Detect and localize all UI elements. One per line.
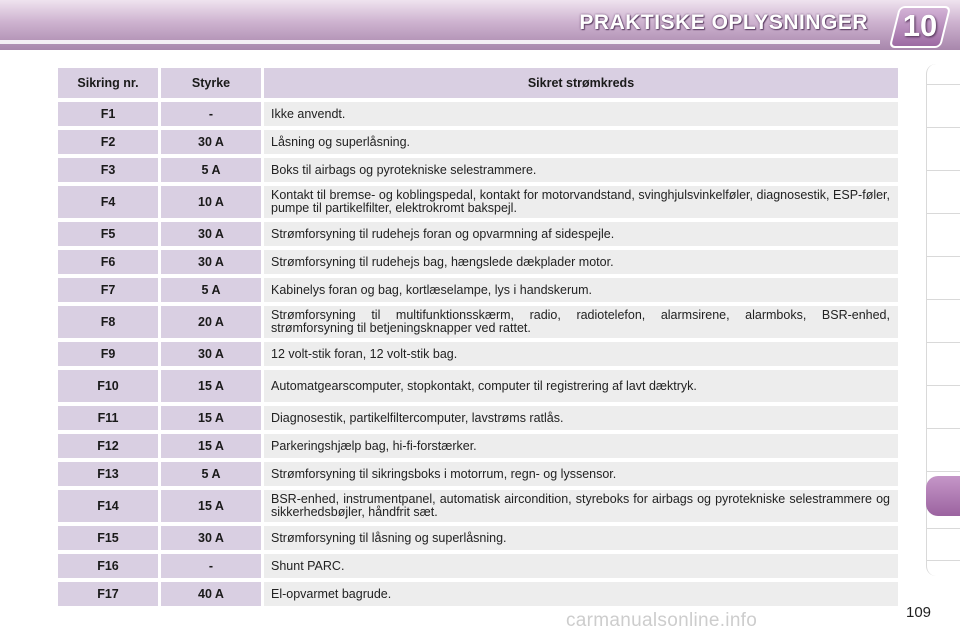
fuse-circuit: 12 volt-stik foran, 12 volt-stik bag.	[264, 342, 898, 366]
column-header-rating: Styrke	[161, 68, 261, 98]
chapter-tab-divider	[927, 84, 960, 85]
chapter-tab-divider	[927, 170, 960, 171]
fuse-number: F15	[58, 526, 158, 550]
fuse-rating: 30 A	[161, 526, 261, 550]
fuse-number: F9	[58, 342, 158, 366]
chapter-tab-divider	[927, 528, 960, 529]
fuse-rating: 30 A	[161, 342, 261, 366]
table-row	[58, 306, 898, 338]
table-row	[58, 370, 898, 402]
fuse-number: F16	[58, 554, 158, 578]
fuse-rating: 5 A	[161, 278, 261, 302]
fuse-rating: -	[161, 102, 261, 126]
chapter-tab-divider	[927, 385, 960, 386]
table-row	[58, 342, 898, 366]
chapter-tab-divider	[927, 471, 960, 472]
fuse-rating: 30 A	[161, 250, 261, 274]
table-row	[58, 406, 898, 430]
fuse-rating: 30 A	[161, 130, 261, 154]
chapter-tab-active[interactable]	[926, 476, 960, 516]
column-header-circuit: Sikret strømkreds	[264, 68, 898, 98]
fuse-circuit: Strømforsyning til rudehejs bag, hængslede dækplader motor.	[264, 250, 898, 274]
table-row	[58, 490, 898, 522]
fuse-circuit: Parkeringshjælp bag, hi-fi-forstærker.	[264, 434, 898, 458]
chapter-tab-divider	[927, 256, 960, 257]
fuse-number: F6	[58, 250, 158, 274]
chapter-tab-divider	[927, 299, 960, 300]
fuse-number: F17	[58, 582, 158, 606]
header-stripe	[0, 40, 880, 44]
table-row	[58, 130, 898, 154]
column-header-fuse-number: Sikring nr.	[58, 68, 158, 98]
table-row	[58, 222, 898, 246]
fuse-rating: 30 A	[161, 222, 261, 246]
fuse-rating: -	[161, 554, 261, 578]
fuse-circuit: Diagnosestik, partikelfiltercomputer, lavstrøms ratlås.	[264, 406, 898, 430]
fuse-number: F7	[58, 278, 158, 302]
chapter-tab-divider	[927, 127, 960, 128]
fuse-table	[55, 64, 901, 610]
table-row	[58, 462, 898, 486]
table-row	[58, 526, 898, 550]
table-row	[58, 554, 898, 578]
fuse-circuit: Boks til airbags og pyrotekniske selestrammere.	[264, 158, 898, 182]
table-row	[58, 278, 898, 302]
page-number: 109	[906, 604, 932, 621]
fuse-circuit: BSR-enhed, instrumentpanel, automatisk aircondition, styreboks for airbags og pyrotekniske selestrammere og sikkerhedsbøjler, håndfrit sæt.	[264, 490, 898, 522]
fuse-number: F4	[58, 186, 158, 218]
table-row	[58, 186, 898, 218]
page-title: PRAKTISKE OPLYSNINGER	[579, 11, 868, 34]
fuse-rating: 15 A	[161, 434, 261, 458]
fuse-circuit: Strømforsyning til multifunktionsskærm, radio, radiotelefon, alarmsirene, alarmboks, BSR-enhed, strømforsyning til betjeningsknapper ved rattet.	[264, 306, 898, 338]
fuse-number: F5	[58, 222, 158, 246]
fuse-circuit: Automatgearscomputer, stopkontakt, computer til registrering af lavt dæktryk.	[264, 370, 898, 402]
fuse-rating: 10 A	[161, 186, 261, 218]
fuse-circuit: Strømforsyning til rudehejs foran og opvarmning af sidespejle.	[264, 222, 898, 246]
table-row	[58, 582, 898, 606]
fuse-number: F2	[58, 130, 158, 154]
fuse-number: F3	[58, 158, 158, 182]
fuse-number: F12	[58, 434, 158, 458]
table-row	[58, 102, 898, 126]
fuse-number: F8	[58, 306, 158, 338]
table-header-row	[58, 68, 898, 98]
fuse-circuit: Strømforsyning til sikringsboks i motorrum, regn- og lyssensor.	[264, 462, 898, 486]
chapter-number: 10	[902, 8, 938, 43]
fuse-rating: 15 A	[161, 490, 261, 522]
chapter-tab-divider	[927, 213, 960, 214]
fuse-circuit: Kabinelys foran og bag, kortlæselampe, lys i handskerum.	[264, 278, 898, 302]
fuse-circuit: Shunt PARC.	[264, 554, 898, 578]
table-row	[58, 434, 898, 458]
chapter-tab-divider	[927, 342, 960, 343]
fuse-circuit: El-opvarmet bagrude.	[264, 582, 898, 606]
fuse-number: F1	[58, 102, 158, 126]
chapter-tab-divider	[927, 560, 960, 561]
fuse-rating: 5 A	[161, 462, 261, 486]
table-row	[58, 250, 898, 274]
fuse-number: F13	[58, 462, 158, 486]
fuse-number: F10	[58, 370, 158, 402]
fuse-number: F14	[58, 490, 158, 522]
fuse-number: F11	[58, 406, 158, 430]
fuse-circuit: Ikke anvendt.	[264, 102, 898, 126]
page-header	[0, 0, 960, 50]
fuse-circuit: Strømforsyning til låsning og superlåsning.	[264, 526, 898, 550]
fuse-rating: 15 A	[161, 406, 261, 430]
table-row	[58, 158, 898, 182]
fuse-circuit: Låsning og superlåsning.	[264, 130, 898, 154]
fuse-rating: 20 A	[161, 306, 261, 338]
fuse-rating: 40 A	[161, 582, 261, 606]
fuse-circuit: Kontakt til bremse- og koblingspedal, kontakt for motorvandstand, svinghjulsvinkelføler, diagnosestik, ESP-føler, pumpe til partikelfilter, elektrokromt bakspejl.	[264, 186, 898, 218]
watermark: carmanualsonline.info	[566, 610, 758, 631]
chapter-tab-divider	[927, 428, 960, 429]
fuse-rating: 15 A	[161, 370, 261, 402]
fuse-rating: 5 A	[161, 158, 261, 182]
